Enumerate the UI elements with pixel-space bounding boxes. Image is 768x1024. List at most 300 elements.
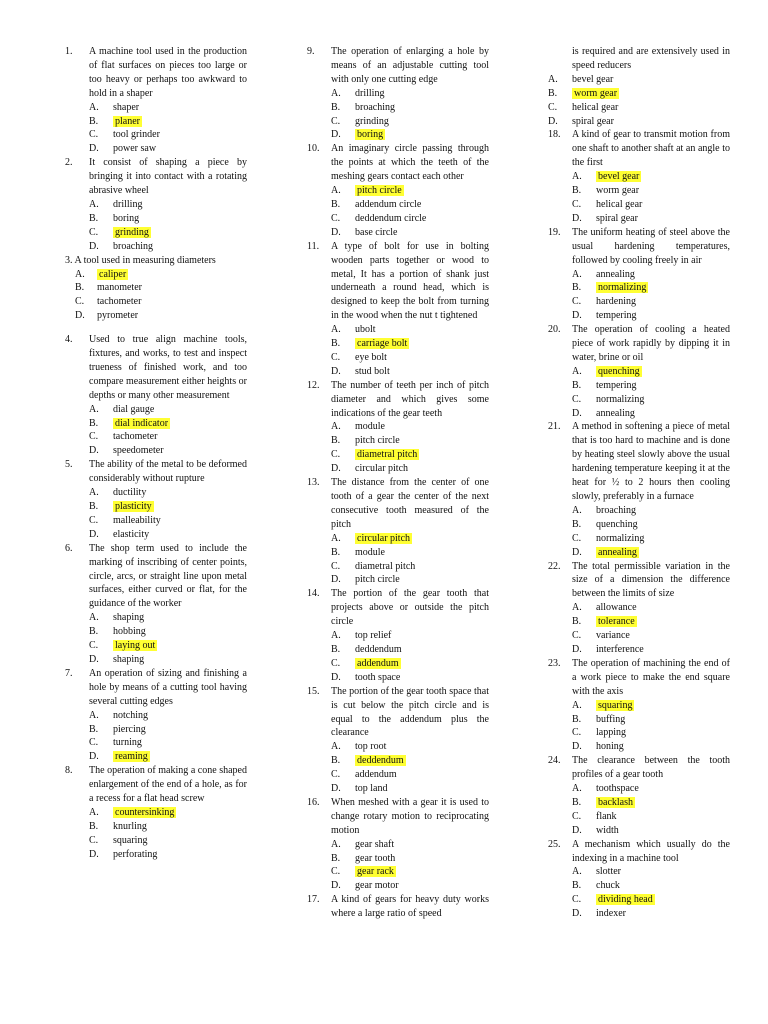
- answer-option: [331, 740, 489, 754]
- option-text: annealing: [596, 268, 635, 280]
- option-letter: C.: [331, 769, 341, 781]
- question-item: [548, 226, 730, 323]
- option-text: power saw: [113, 143, 157, 155]
- question-text: Used to true align machine tools, fixtures, and works, to test and inspect trueness of finished work, and too compare measurement either heights or depths or many other measurement: [89, 334, 247, 401]
- option-letter: C.: [572, 727, 582, 739]
- option-letter: A.: [572, 699, 582, 711]
- option-letter: D.: [331, 463, 341, 475]
- question-number: 9.: [307, 46, 315, 57]
- question-item: [65, 764, 247, 861]
- option-letter: B.: [89, 212, 99, 224]
- option-letter: C.: [89, 226, 99, 238]
- answer-option: [331, 754, 489, 768]
- answer-option: [89, 417, 247, 431]
- answer-option: [331, 865, 489, 879]
- option-letter: D.: [89, 848, 99, 860]
- question-number: 19.: [548, 226, 561, 238]
- answer-option: [65, 268, 247, 282]
- answer-option: [331, 212, 489, 226]
- option-letter: B.: [331, 435, 341, 447]
- question-text: The ability of the metal to be deformed considerably without rupture: [89, 459, 247, 485]
- question-item: [548, 323, 730, 420]
- question-number: 12.: [307, 379, 320, 391]
- option-letter: A.: [572, 866, 582, 878]
- question-number: 1.: [65, 46, 73, 57]
- answer-option: [572, 865, 730, 879]
- option-letter: A.: [331, 630, 341, 642]
- option-text: broaching: [355, 101, 395, 113]
- option-text: quenching: [596, 518, 638, 530]
- question-number: 16.: [307, 796, 320, 808]
- correct-answer-highlight: quenching: [598, 365, 640, 377]
- option-text: tachometer: [97, 296, 142, 308]
- option-text: squaring: [113, 834, 148, 846]
- question-number: 6.: [65, 542, 73, 554]
- option-letter: C.: [89, 737, 99, 749]
- option-letter: C.: [331, 212, 341, 224]
- answer-option: [331, 434, 489, 448]
- answer-option: [89, 625, 247, 639]
- option-text: worm gear: [596, 185, 640, 197]
- correct-answer-highlight: circular pitch: [357, 532, 411, 544]
- question-item: [307, 45, 489, 142]
- answer-option: [331, 657, 489, 671]
- answer-option: [572, 393, 730, 407]
- answer-option: [89, 528, 247, 542]
- question-text: A type of bolt for use in bolting wooden parts together or wood to metal, It has a portion of shank just underneath a round head, which is designed to keep the bolt from turning in the wood when the nut t tightened: [331, 240, 489, 322]
- option-letter: B.: [331, 643, 341, 655]
- option-text: honing: [596, 741, 624, 753]
- column-2: [307, 45, 489, 921]
- option-letter: D.: [572, 212, 582, 224]
- question-item: [548, 420, 730, 559]
- answer-option: [89, 723, 247, 737]
- option-text: broaching: [113, 240, 153, 252]
- answer-option: [89, 611, 247, 625]
- correct-answer-highlight: boring: [357, 129, 384, 141]
- question-number: 20.: [548, 324, 561, 336]
- answer-option: [548, 115, 730, 129]
- answer-option: [89, 500, 247, 514]
- answer-option: [331, 643, 489, 657]
- answer-option: [89, 226, 247, 240]
- question-item: [65, 254, 247, 324]
- answer-option: [89, 142, 247, 156]
- correct-answer-highlight: tolerance: [598, 616, 635, 628]
- option-letter: A.: [572, 365, 582, 377]
- answer-option: [331, 768, 489, 782]
- question-number: 23.: [548, 657, 561, 669]
- question-text: The clearance between the tooth profiles of a gear tooth: [572, 755, 730, 781]
- option-text: knurling: [113, 820, 147, 832]
- option-letter: C.: [75, 296, 85, 308]
- option-text: drilling: [113, 198, 143, 210]
- option-letter: B.: [331, 755, 341, 767]
- answer-option: [89, 444, 247, 458]
- option-text: dial gauge: [113, 403, 155, 415]
- question-item: [65, 156, 247, 253]
- option-letter: B.: [89, 501, 99, 512]
- option-text: piercing: [113, 723, 146, 735]
- option-text: pitch circle: [355, 435, 400, 447]
- option-text: tooth space: [355, 671, 401, 683]
- option-text: helical gear: [572, 101, 619, 113]
- option-letter: D.: [89, 143, 99, 155]
- option-letter: A.: [331, 741, 341, 753]
- option-text: tempering: [596, 310, 637, 322]
- correct-answer-highlight: normalizing: [598, 282, 647, 294]
- option-letter: A.: [572, 602, 582, 614]
- answer-option: [572, 198, 730, 212]
- option-letter: D.: [548, 115, 558, 127]
- question-item: [307, 893, 489, 921]
- option-text: tool grinder: [113, 129, 160, 141]
- answer-option: [331, 198, 489, 212]
- option-text: addendum: [355, 769, 397, 781]
- question-number: 14.: [307, 588, 320, 600]
- option-text: spiral gear: [596, 212, 638, 224]
- answer-option: [572, 713, 730, 727]
- answer-option: [331, 101, 489, 115]
- correct-answer-highlight: grinding: [115, 226, 149, 238]
- answer-option: [89, 486, 247, 500]
- question-item: [548, 657, 730, 754]
- option-letter: C.: [572, 894, 582, 906]
- answer-option: [572, 212, 730, 226]
- answer-option: [572, 379, 730, 393]
- correct-answer-highlight: squaring: [598, 699, 633, 711]
- option-letter: D.: [572, 824, 582, 836]
- answer-option: [89, 198, 247, 212]
- question-text: The distance from the center of one tooth of a gear the center of the next consecutive tooth measured of the pitch: [331, 477, 489, 530]
- option-letter: D.: [89, 445, 99, 457]
- option-letter: C.: [331, 449, 341, 461]
- option-text: top relief: [355, 630, 392, 642]
- option-text: hobbing: [113, 626, 146, 638]
- option-letter: D.: [89, 751, 99, 763]
- option-text: turning: [113, 737, 142, 749]
- option-letter: B.: [572, 713, 582, 725]
- option-letter: A.: [89, 709, 99, 721]
- option-letter: D.: [572, 407, 582, 419]
- answer-option: [331, 420, 489, 434]
- question-text: The portion of the gear tooth space that is cut below the pitch circle and is equal to the addendum plus the clearance: [331, 685, 489, 739]
- option-letter: B.: [572, 880, 582, 892]
- option-letter: A.: [331, 87, 341, 99]
- column-1: [65, 45, 247, 862]
- option-letter: B.: [331, 101, 341, 113]
- correct-answer-highlight: diametral pitch: [357, 449, 418, 461]
- answer-option: [89, 403, 247, 417]
- question-number: 15.: [307, 685, 320, 697]
- answer-option: [331, 573, 489, 587]
- question-number: 8.: [65, 765, 73, 777]
- answer-option: [89, 820, 247, 834]
- answer-option: [572, 407, 730, 421]
- answer-option: [331, 128, 489, 142]
- question-continuation: [548, 45, 730, 128]
- option-text: bevel gear: [572, 73, 614, 85]
- option-letter: C.: [89, 834, 99, 846]
- correct-answer-highlight: planer: [115, 115, 140, 127]
- option-letter: A.: [75, 268, 85, 280]
- answer-option: [331, 323, 489, 337]
- answer-option: [331, 226, 489, 240]
- option-text: interference: [596, 643, 644, 655]
- question-number: 3.: [65, 254, 73, 266]
- answer-option: [572, 879, 730, 893]
- option-letter: B.: [572, 616, 582, 628]
- answer-option: [331, 87, 489, 101]
- option-letter: D.: [331, 671, 341, 683]
- answer-option: [89, 736, 247, 750]
- answer-option: [572, 810, 730, 824]
- answer-option: [89, 240, 247, 254]
- question-item: [65, 333, 247, 458]
- question-text: The operation of cooling a heated piece of work rapidly by dipping it in water, brine or oil: [572, 324, 730, 363]
- question-item: [307, 240, 489, 379]
- answer-option: [572, 184, 730, 198]
- answer-option: [572, 170, 730, 184]
- question-number: 2.: [65, 157, 73, 169]
- option-letter: A.: [89, 806, 99, 818]
- correct-answer-highlight: gear rack: [357, 866, 394, 878]
- answer-option: [331, 629, 489, 643]
- question-item: [307, 142, 489, 239]
- question-item: [307, 685, 489, 796]
- correct-answer-highlight: laying out: [115, 640, 156, 652]
- option-letter: B.: [572, 282, 582, 294]
- option-text: shaping: [113, 653, 145, 665]
- answer-option: [572, 893, 730, 907]
- option-text: toothspace: [596, 783, 639, 795]
- option-letter: B.: [572, 379, 582, 391]
- answer-option: [331, 184, 489, 198]
- correct-answer-highlight: backlash: [598, 796, 633, 808]
- option-letter: C.: [89, 640, 99, 652]
- option-letter: A.: [572, 171, 582, 183]
- correct-answer-highlight: reaming: [115, 751, 148, 763]
- correct-answer-highlight: addendum: [357, 657, 399, 669]
- correct-answer-highlight: carriage bolt: [357, 338, 408, 350]
- answer-option: [572, 365, 730, 379]
- question-number: 17.: [307, 894, 320, 906]
- question-item: [548, 560, 730, 657]
- question-text: An operation of sizing and finishing a hole by means of a cutting tool having several cutting edges: [89, 667, 247, 707]
- option-letter: B.: [89, 115, 99, 127]
- option-letter: D.: [89, 653, 99, 665]
- answer-option: [89, 101, 247, 115]
- option-letter: D.: [331, 574, 341, 586]
- option-letter: A.: [331, 532, 341, 544]
- option-letter: D.: [331, 129, 341, 141]
- question-text: The operation of making a cone shaped enlargement of the end of a hole, as for a recess for a flat head screw: [89, 765, 247, 805]
- option-text: elasticity: [113, 528, 150, 540]
- option-letter: A.: [89, 403, 99, 415]
- answer-option: [89, 639, 247, 653]
- question-item: [548, 838, 730, 921]
- option-text: module: [355, 546, 385, 558]
- option-letter: D.: [89, 240, 99, 252]
- question-item: [548, 754, 730, 837]
- question-text: The total permissible variation in the size of a dimension the difference between the limits of size: [572, 560, 730, 600]
- option-letter: C.: [572, 810, 582, 822]
- question-number: 24.: [548, 755, 561, 767]
- question-number: 4.: [65, 334, 73, 346]
- option-letter: D.: [572, 546, 582, 558]
- answer-option: [331, 838, 489, 852]
- option-text: gear motor: [355, 880, 399, 892]
- question-text: The number of teeth per inch of pitch diameter and which gives some indications of the gear teeth: [331, 379, 489, 419]
- option-letter: C.: [331, 657, 341, 669]
- option-letter: B.: [548, 87, 558, 99]
- question-item: [307, 796, 489, 893]
- question-text: The portion of the gear tooth that projects above or outside the pitch circle: [331, 588, 489, 628]
- option-letter: D.: [572, 908, 582, 920]
- option-text: slotter: [596, 866, 621, 878]
- answer-option: [89, 750, 247, 764]
- option-text: indexer: [596, 908, 626, 920]
- option-text: perforating: [113, 848, 158, 860]
- option-letter: D.: [331, 226, 341, 238]
- option-text: module: [355, 421, 385, 433]
- option-letter: C.: [548, 101, 558, 113]
- option-text: allowance: [596, 602, 637, 614]
- option-letter: C.: [572, 296, 582, 308]
- option-letter: A.: [572, 268, 582, 280]
- option-letter: C.: [572, 393, 582, 405]
- option-text: shaper: [113, 101, 140, 113]
- column-3: [548, 45, 730, 921]
- question-text: A method in softening a piece of metal that is too hard to machine and is done by heating steel slowly above the usual hardening temperature keeping it at the heat for ½ to 2 hours then cooling slowly, preferably in a furnace: [572, 421, 730, 502]
- option-letter: A.: [572, 504, 582, 516]
- answer-option: [572, 699, 730, 713]
- option-text: hardening: [596, 296, 636, 308]
- answer-option: [572, 782, 730, 796]
- question-item: [65, 667, 247, 764]
- answer-option: [331, 879, 489, 893]
- option-letter: A.: [548, 73, 558, 85]
- answer-option: [331, 671, 489, 685]
- option-text: annealing: [596, 407, 635, 419]
- correct-answer-highlight: bevel gear: [598, 171, 640, 183]
- option-letter: D.: [331, 783, 341, 795]
- answer-option: [331, 560, 489, 574]
- option-letter: D.: [75, 310, 85, 322]
- option-text: lapping: [596, 727, 626, 739]
- answer-option: [548, 73, 730, 87]
- option-letter: A.: [572, 783, 582, 795]
- option-text: boring: [113, 212, 140, 224]
- answer-option: [572, 629, 730, 643]
- answer-option: [65, 281, 247, 295]
- answer-option: [572, 740, 730, 754]
- question-text: is required and are extensively used in speed reducers: [572, 46, 730, 71]
- option-letter: C.: [89, 129, 99, 141]
- answer-option: [89, 128, 247, 142]
- option-text: buffing: [596, 713, 626, 725]
- question-number: 5.: [65, 459, 73, 471]
- correct-answer-highlight: pitch circle: [357, 185, 402, 197]
- answer-option: [572, 281, 730, 295]
- question-text: A machine tool used in the production of flat surfaces on pieces too large or too heavy or perhaps too awkward to hold in a shaper: [89, 46, 247, 99]
- answer-option: [572, 504, 730, 518]
- option-letter: C.: [331, 560, 341, 572]
- option-letter: D.: [331, 880, 341, 892]
- correct-answer-highlight: countersinking: [115, 806, 175, 818]
- answer-option: [572, 518, 730, 532]
- answer-option: [572, 601, 730, 615]
- option-letter: C.: [89, 514, 99, 526]
- question-number: 21.: [548, 421, 561, 433]
- option-letter: B.: [331, 852, 341, 864]
- option-text: flank: [596, 810, 617, 822]
- option-letter: B.: [75, 282, 85, 294]
- option-letter: B.: [572, 185, 582, 197]
- correct-answer-highlight: dividing head: [598, 894, 653, 906]
- option-letter: B.: [572, 796, 582, 808]
- answer-option: [89, 806, 247, 820]
- option-text: drilling: [355, 87, 385, 99]
- option-letter: B.: [89, 626, 99, 638]
- option-letter: A.: [89, 101, 99, 113]
- option-letter: B.: [331, 338, 341, 350]
- question-item: [307, 587, 489, 684]
- option-text: normalizing: [596, 393, 645, 405]
- option-letter: A.: [89, 487, 99, 499]
- option-text: variance: [596, 630, 630, 642]
- correct-answer-highlight: annealing: [598, 546, 637, 558]
- question-text: A mechanism which usually do the indexing in a machine tool: [572, 838, 730, 864]
- question-item: [548, 128, 730, 225]
- answer-option: [331, 115, 489, 129]
- option-text: notching: [113, 709, 148, 721]
- option-letter: C.: [89, 431, 99, 443]
- option-letter: D.: [331, 365, 341, 377]
- option-text: gear shaft: [355, 838, 395, 850]
- answer-option: [331, 448, 489, 462]
- correct-answer-highlight: worm gear: [574, 87, 618, 99]
- option-text: chuck: [596, 880, 620, 892]
- option-letter: B.: [331, 546, 341, 558]
- question-text: The uniform heating of steel above the usual hardening temperatures, followed by cooling freely in air: [572, 226, 730, 266]
- option-letter: A.: [331, 324, 341, 336]
- question-text: The shop term used to include the marking of inscribing of center points, circle, arcs, or straight line upon metal surfaces, either curved or flat, for the guidance of the worker: [89, 542, 247, 610]
- option-letter: B.: [89, 820, 99, 832]
- correct-answer-highlight: deddendum: [357, 755, 404, 767]
- option-text: pitch circle: [355, 574, 400, 586]
- answer-option: [89, 430, 247, 444]
- question-text: The operation of machining the end of a work piece to make the end square with the axis: [572, 657, 730, 697]
- answer-option: [572, 532, 730, 546]
- option-text: shaping: [113, 612, 145, 624]
- answer-option: [65, 309, 247, 323]
- answer-option: [331, 337, 489, 351]
- option-text: grinding: [355, 115, 389, 127]
- correct-answer-highlight: caliper: [99, 268, 127, 280]
- answer-option: [89, 834, 247, 848]
- question-text: A tool used in measuring diameters: [74, 254, 216, 266]
- question-item: [307, 379, 489, 476]
- answer-option: [572, 824, 730, 838]
- question-item: [65, 542, 247, 667]
- option-letter: D.: [572, 310, 582, 322]
- option-letter: B.: [331, 198, 341, 210]
- option-text: manometer: [97, 282, 142, 294]
- question-item: [65, 458, 247, 541]
- question-stem: [65, 254, 247, 268]
- option-text: tachometer: [113, 431, 158, 443]
